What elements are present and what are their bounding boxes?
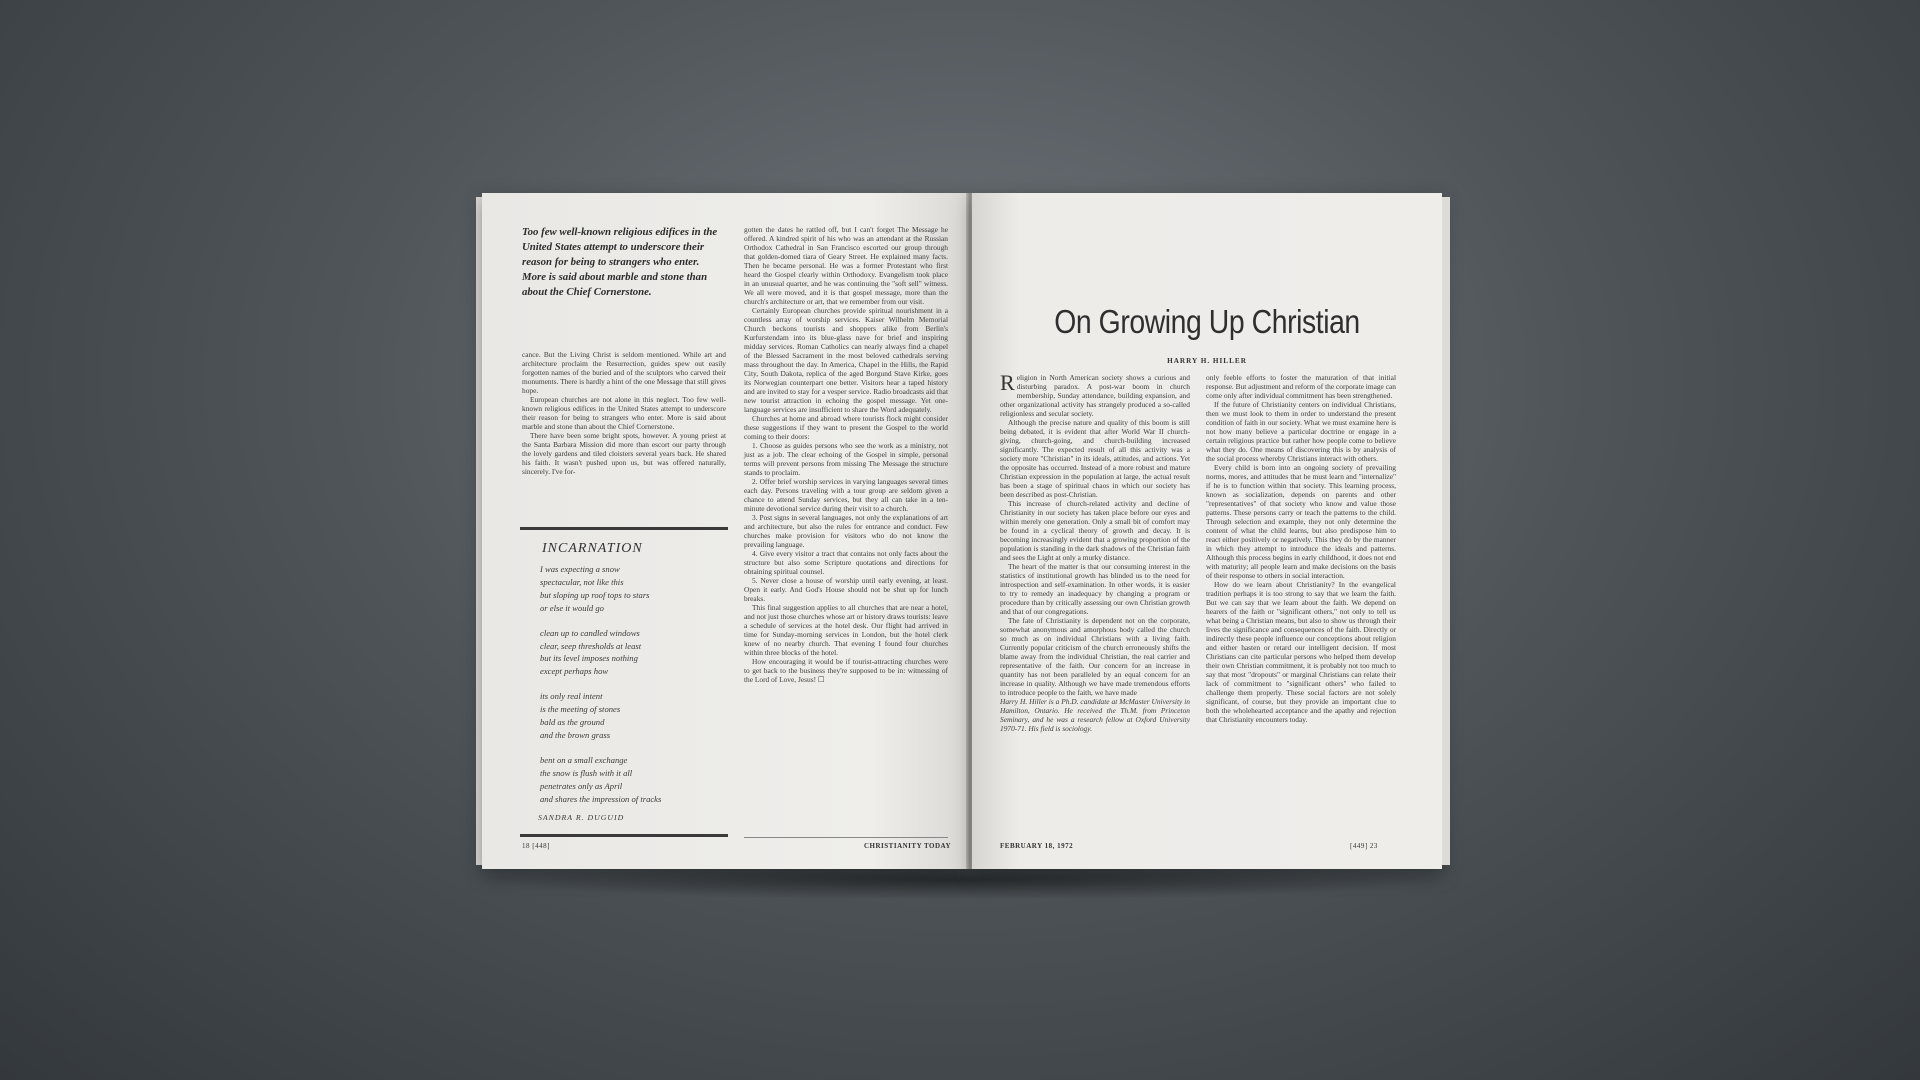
paragraph: Certainly European churches provide spiritual nourishment in a countless array of worship services. Kaiser Wilhelm Memorial Church beckons tourists and shoppers alike from Berlin's Kurfurstendam into its blue-glass nave for brief and inspiring midday services. Roman Catholics can nearly always find a chapel of the Blessed Sacrament in the most beloved cathedrals serving mass throughout the day. In America, Chapel in the Hills, the Rapid City, South Dakota, replica of the aged Borgund Stave Kirke, goes its Norwegian counterpart one better. Visitors hear a taped history and are invited to stay for a vesper service. Radio broadcasts aid that new tourist attraction in echoing the gospel message. Yet one-language services are insufficient to share the Word adequately.	[744, 306, 948, 414]
folio-left-page-number: 18 [448]	[522, 842, 550, 850]
poem-line: but sloping up roof tops to stars	[540, 589, 650, 600]
right-column-1-text	[1000, 370, 1190, 697]
paragraph: Churches at home and abroad where tourists flock might consider these suggestions if they want to present the Gospel to the world coming to their doors:	[744, 414, 948, 441]
drop-cap: R	[1000, 370, 1015, 395]
paragraph: eligion in North American society shows a curious and disturbing paradox. A post-war boom in church membership, Sunday attendance, building expansion, and other organizational activity has strangely produced a so-called religionless and secular society.	[1000, 373, 1190, 418]
paragraph: This increase of church-related activity and decline of Christianity in our society has taken place before our eyes and within merely one generation. Only a small bit of comfort may be found in a cyclical theory of growth and decay. It is becoming increasingly evident that a growing proportion of the population is standing in the dark shadows of the Christian faith and sees the Light at only a murky distance.	[1000, 499, 1190, 562]
right-column-1	[1000, 370, 1190, 733]
folio-right-page-number: [449] 23	[1350, 842, 1378, 850]
paragraph: only feeble efforts to foster the maturation of that initial response. But adjustment and reform of the corporate image can come only after individual commitment has been strengthened.	[1206, 373, 1396, 400]
left-column-2	[744, 225, 948, 684]
poem-line: clear, seep thresholds at least	[540, 640, 642, 651]
paragraph: The heart of the matter is that our consuming interest in the statistics of institutional growth has blinded us to the need for introspection and self-examination. In other words, it is easier to try to remedy an inadequacy by changing a program or procedure than by critically assessing our own Christian growth and that of our congregations.	[1000, 562, 1190, 616]
paragraph: 3. Post signs in several languages, not only the explanations of art and architecture, but also the rules for entrance and conduct. Few churches make provision for visitors who do not know the prevailing language.	[744, 513, 948, 549]
paragraph: 5. Never close a house of worship until early evening, at least. Open it early. And God's House should not be shut up for lunch breaks.	[744, 576, 948, 603]
paragraph: There have been some bright spots, however. A young priest at the Santa Barbara Mission did more than escort our party through the lovely gardens and tiled cloisters several years back. He shared his faith. It wasn't pushed upon us, but was offered naturally, sincerely. I've for-	[522, 431, 726, 476]
paragraph: This final suggestion applies to all churches that are near a hotel, and not just those churches whose art or history draws tourists: leave a schedule of services at the hotel desk. Our flight had arrived in time for Sunday-morning services in London, but the hotel clerk knew of no nearby church. That evening I found four churches within three blocks of the hotel.	[744, 603, 948, 657]
paragraph: Every child is born into an ongoing society of prevailing norms, mores, and attitudes that he must learn and "internalize" if he is to function within that society. This learning process, known as socialization, depends on parents and other "representatives" of that society who know and value those patterns. These persons carry or teach the patterns to the child. Through selection and example, they not only determine the content of what the child learns, but also predispose him to react either positively or negatively. This they do by the manner in which they attempt to introduce the ideals and patterns. Although this process begins in early childhood, it does not end with maturity; all people learn and make decisions on the basis of their response to others in social interaction.	[1206, 463, 1396, 580]
paragraph: 2. Offer brief worship services in varying languages several times each day. Persons traveling with a tour group are seldom given a chance to attend Sunday services, but they all can take in a ten-minute devotional service during their visit to a church.	[744, 477, 948, 513]
poem-line: its only real intent	[540, 691, 603, 702]
left-page	[482, 193, 968, 869]
poem-line: penetrates only as April	[540, 780, 623, 791]
magazine-spread	[482, 193, 1442, 869]
poem-stanza	[540, 754, 730, 806]
poem-line: bent on a small exchange	[540, 754, 628, 765]
author-bio: Harry H. Hiller is a Ph.D. candidate at McMaster University in Hamilton, Ontario. He received the Th.M. from Princeton Seminary, and he was a research fellow at Oxford University 1970-71. His field is sociology.	[1000, 697, 1190, 733]
article-byline: HARRY H. HILLER	[1167, 357, 1247, 365]
right-page	[972, 193, 1442, 869]
poem-body	[540, 563, 730, 818]
folio-date: FEBRUARY 18, 1972	[1000, 842, 1074, 850]
paragraph: 4. Give every visitor a tract that contains not only facts about the structure but also some Scripture quotations and directions for obtaining spiritual counsel.	[744, 549, 948, 576]
poem-top-rule	[520, 527, 728, 530]
poem-author: SANDRA R. DUGUID	[538, 813, 625, 822]
poem-line: and shares the impression of tracks	[540, 793, 662, 804]
poem-stanza	[540, 627, 730, 679]
poem-bottom-rule	[520, 834, 728, 837]
poem-line: is the meeting of stones	[540, 704, 621, 715]
paragraph: European churches are not alone in this neglect. Too few well-known religious edifices in the United States attempt to underscore their reason for being to strangers who enter. More is said about marble and stone than about the Chief Cornerstone.	[522, 395, 726, 431]
folio-rule-left	[744, 837, 948, 838]
poem-stanza	[540, 690, 730, 742]
paragraph: How encouraging it would be if tourist-attracting churches were to get back to the business they're supposed to be in: witnessing of the Lord of Love, Jesus! ☐	[744, 657, 948, 684]
paragraph: 1. Choose as guides persons who see the work as a ministry, not just as a job. The clear echoing of the Gospel in simple, personal terms will prevent persons from missing The Message the structure stands to proclaim.	[744, 441, 948, 477]
poem-line: and the brown grass	[540, 729, 611, 740]
poem-line: but its level imposes nothing	[540, 653, 638, 664]
paragraph: Although the precise nature and quality of this boom is still being debated, it is evident that after World War II church-giving, church-going, and church-building increased significantly. The expected result of all this activity was a society more "Christian" in its ideals, attitudes, and actions. Yet the opposite has occurred. Instead of a more robust and mature Christian expression in the population at large, the actual result has been a stage of spiritual chaos in which our society has been described as post-Christian.	[1000, 418, 1190, 499]
right-column-2	[1206, 373, 1396, 724]
poem-line: the snow is flush with it all	[540, 767, 633, 778]
poem-line: except perhaps how	[540, 666, 609, 677]
article-title: On Growing Up Christian	[1054, 303, 1360, 340]
poem-line: bald as the ground	[540, 717, 605, 728]
poem-line: or else it would go	[540, 602, 604, 613]
paragraph: cance. But the Living Christ is seldom mentioned. While art and architecture proclaim the Resurrection, guides spew out easily forgotten names of the buried and of the sculptors who carved their monuments. There is hardly a hint of the one Message that still gives hope.	[522, 350, 726, 395]
page-edge-right	[1442, 197, 1450, 865]
left-column-1	[522, 350, 726, 476]
paragraph: gotten the dates he rattled off, but I can't forget The Message he offered. A kindred spirit of his who was an attendant at the Russian Orthodox Cathedral in San Francisco escorted our group through that golden-domed tiara of Geary Street. He explained many facts. Then he became personal. He was a former Protestant who first heard the Gospel clearly within Orthodoxy. Evangelism took place in an unusual quarter, and he was continuing the "soft sell" witness. We all were moved, and it is that gospel message, more than the church's architecture or art, that we remember from our visit.	[744, 225, 948, 306]
paragraph: If the future of Christianity centers on individual Christians, then we must look to them in order to understand the present condition of faith in our society. What we must examine here is not how many believe a particular doctrine or engage in a certain religious practice but rather how people come to believe what they do. One means of discovering this is by analysis of the social process whereby Christians interact with others.	[1206, 400, 1396, 463]
poem-title: INCARNATION	[542, 541, 643, 556]
poem-stanza	[540, 563, 730, 615]
paragraph: The fate of Christianity is dependent not on the corporate, somewhat anonymous and amorphous body called the church so much as on individual Christians with a living faith. Currently popular criticism of the church erroneously shifts the blame away from the individual Christian, the real carrier and representative of the faith. Our concern for an increase in quantity has not been paralleled by an equal concern for an increase in quality. Although we have made tremendous efforts to introduce people to the faith, we have made	[1000, 616, 1190, 697]
poem-line: spectacular, not like this	[540, 576, 624, 587]
folio-magazine-name: CHRISTIANITY TODAY	[864, 842, 951, 850]
poem-line: I was expecting a snow	[540, 564, 620, 574]
paragraph: How do we learn about Christianity? In the evangelical tradition perhaps it is too strong to say that we learn the faith. But we can say that we learn about the faith. We depend on hearers of the faith or "significant others," not only to tell us what being a Christian means, but also to show us through their lives the significance and consequences of the faith. Directly or indirectly these people influence our conceptions about religion and either hasten or retard our intelligent decision. If most Christians can cite particular persons who helped them develop their own Christian commitment, it is probably not too much to say that most "dropouts" or marginal Christians can relate their lack of commitment to "significant others" who failed to challenge them properly. These social factors are not solely significant, of course, but they provide an important clue to both the wholehearted acceptance and the apathy and rejection that Christianity encounters today.	[1206, 580, 1396, 724]
pull-quote: Too few well-known religious edifices in the United States attempt to underscore their reason for being to strangers who enter. More is said about marble and stone than about the Chief Cornerstone.	[522, 226, 718, 298]
poem-line: clean up to candled windows	[540, 627, 640, 638]
